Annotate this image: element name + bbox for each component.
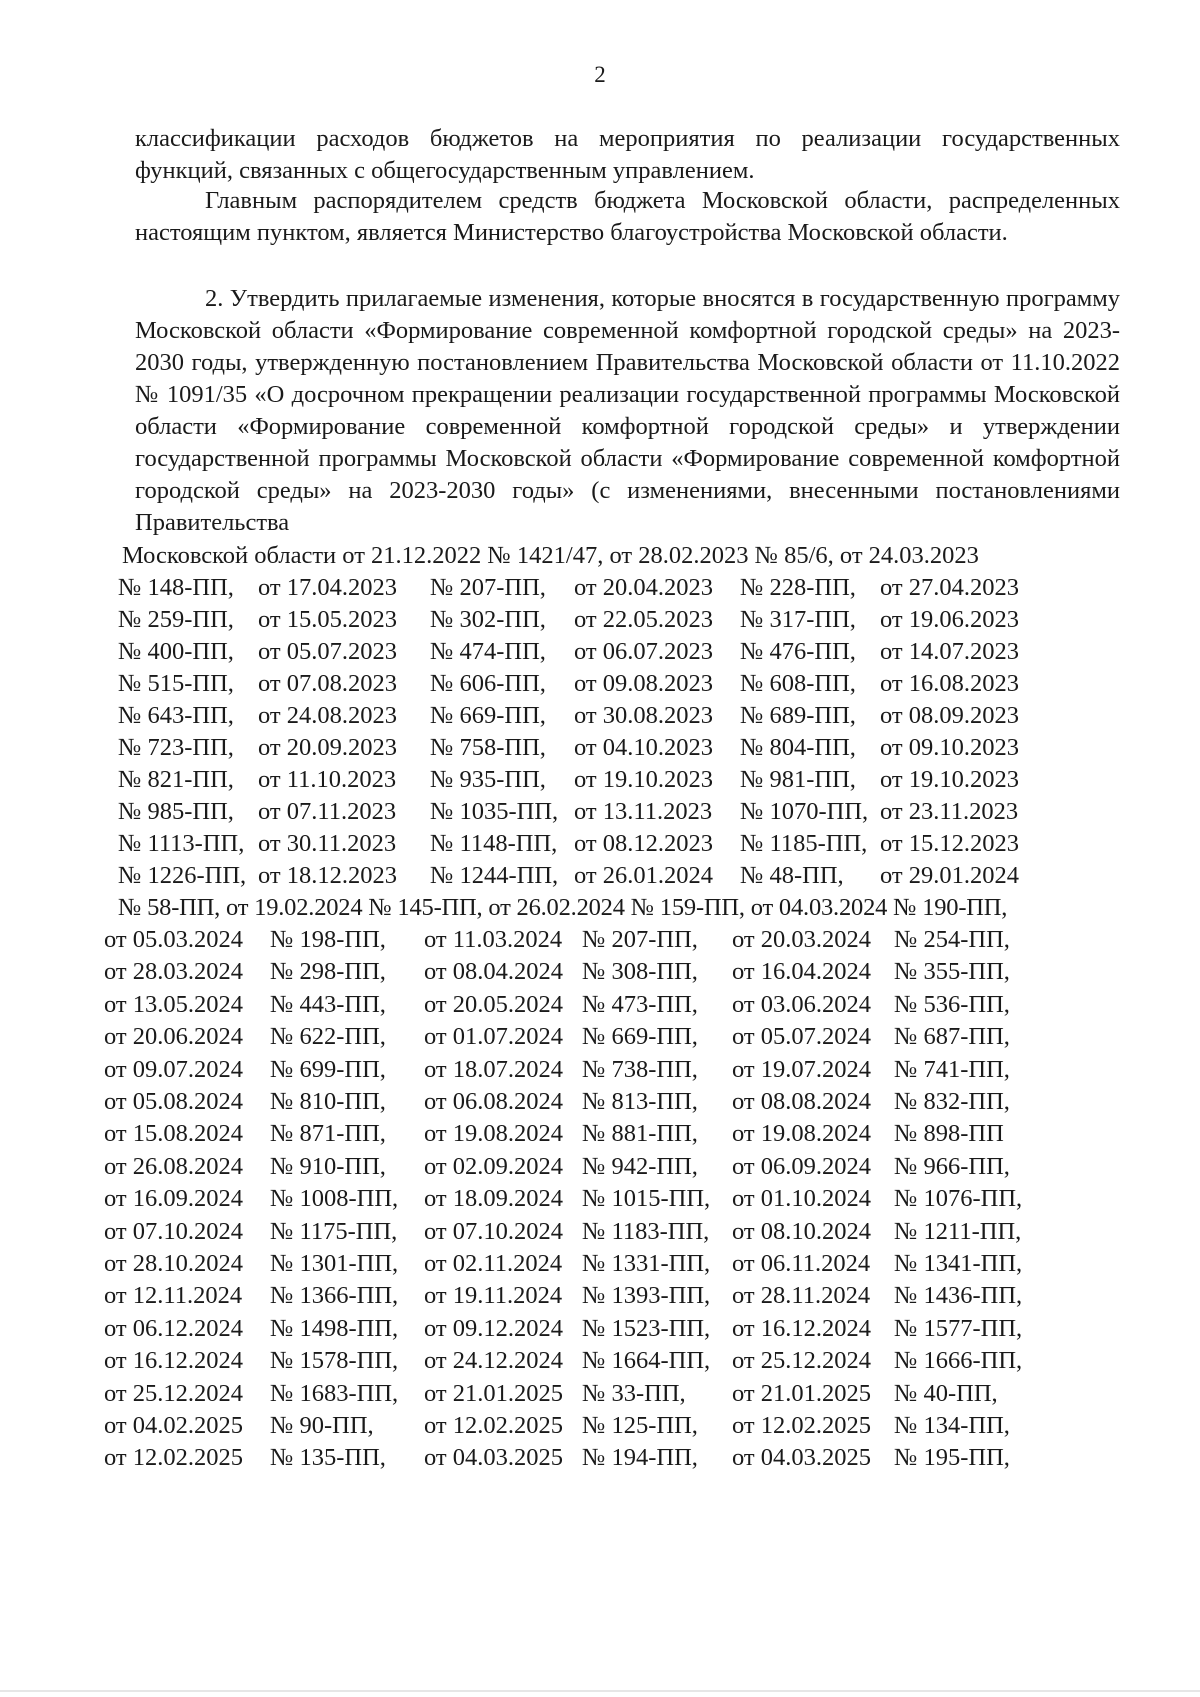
resolution-cell: № 643-ПП, (118, 702, 234, 729)
resolution-cell: № 476-ПП, (740, 638, 856, 665)
resolution-cell: от 19.10.2023 (574, 766, 714, 793)
resolution-cell: № 33-ПП, (582, 1379, 686, 1407)
resolution-cell: от 15.08.2024 (104, 1120, 244, 1148)
resolution-cell: от 20.06.2024 (104, 1023, 244, 1051)
resolution-cell: от 18.12.2023 (258, 862, 398, 889)
resolution-cell: № 1211-ПП, (894, 1217, 1022, 1245)
resolution-cell: № 608-ПП, (740, 670, 856, 697)
resolution-cell: от 19.11.2024 (424, 1282, 563, 1310)
paragraph-main-budget-holder-text: Главным распорядителем средств бюджета Московской области, распределенных настоящим пунктом, является Министерство благоустройства Московской области. (135, 187, 1120, 246)
resolution-cell: № 832-ПП, (894, 1088, 1010, 1115)
resolution-cell: № 699-ПП, (270, 1055, 386, 1083)
resolution-cell: от 05.07.2023 (258, 638, 398, 665)
resolution-cell: № 1683-ПП, (270, 1379, 399, 1407)
resolution-cell: от 09.07.2024 (104, 1055, 244, 1083)
resolution-row (104, 1054, 1104, 1086)
resolution-row (118, 764, 1118, 796)
resolution-cell: от 06.08.2024 (424, 1088, 564, 1115)
paragraph-approve-changes-text: 2. Утвердить прилагаемые изменения, которые вносятся в государственную программу Московской области «Формирование современной комфортной городской среды» на 2023-2030 годы, утвержденную постановлением Правительства Московской области от 11.10.2022 № 1091/35 «О досрочном прекращении реализации государственной программы Московской области «Формирование современной комфортной городской среды» и утверждении государственной программы Московской области «Формирование современной комфортной городской среды» на 2023-2030 годы» (с изменениями, внесенными постановлениями Правительства (135, 285, 1120, 536)
resolution-row (104, 1378, 1104, 1410)
resolution-cell: от 06.12.2024 (104, 1314, 244, 1342)
paragraph-main-budget-holder (135, 185, 1120, 249)
resolution-cell: № 207-ПП, (582, 926, 698, 953)
resolution-cell: от 19.07.2024 (732, 1055, 872, 1083)
resolution-row (118, 604, 1118, 636)
resolution-cell: № 804-ПП, (740, 734, 856, 761)
resolution-cell: № 1183-ПП, (582, 1217, 710, 1245)
resolution-row (104, 1313, 1104, 1345)
resolution-cell: № 1301-ПП, (270, 1250, 399, 1277)
resolution-cell: № 1076-ПП, (894, 1185, 1023, 1213)
resolution-cell: от 12.02.2025 (424, 1412, 564, 1439)
resolution-row (118, 700, 1118, 732)
resolution-row (118, 860, 1118, 892)
resolution-row (104, 1280, 1104, 1312)
resolution-cell: № 207-ПП, (430, 574, 546, 601)
resolution-cell: № 669-ПП, (430, 702, 546, 729)
resolution-cell: № 966-ПП, (894, 1152, 1010, 1180)
resolution-cell: от 16.12.2024 (732, 1314, 872, 1342)
resolution-cell: от 30.11.2023 (258, 830, 397, 857)
resolution-cell: № 1393-ПП, (582, 1282, 711, 1310)
resolution-cell: от 16.08.2023 (880, 670, 1020, 697)
resolution-cell: от 16.04.2024 (732, 958, 872, 986)
resolution-cell: № 1523-ПП, (582, 1314, 711, 1342)
resolution-cell: № 48-ПП, (740, 862, 844, 889)
resolution-cell: от 04.03.2025 (732, 1444, 872, 1472)
resolution-cell: от 08.08.2024 (732, 1088, 872, 1115)
resolution-cell: от 06.11.2024 (732, 1250, 871, 1277)
page-number: 2 (594, 62, 606, 87)
resolution-cell: № 228-ПП, (740, 574, 856, 601)
resolution-cell: от 02.11.2024 (424, 1250, 563, 1277)
resolution-cell: № 758-ПП, (430, 734, 546, 761)
resolution-cell: № 910-ПП, (270, 1152, 386, 1180)
resolution-cell: от 12.02.2025 (732, 1412, 872, 1439)
resolution-cell: от 03.06.2024 (732, 990, 872, 1018)
resolution-cell: № 723-ПП, (118, 734, 234, 761)
resolution-cell: № 1244-ПП, (430, 862, 559, 889)
resolution-cell: от 17.04.2023 (258, 574, 398, 601)
resolution-cell: от 08.09.2023 (880, 702, 1020, 729)
resolution-cell: № 606-ПП, (430, 670, 546, 697)
resolution-cell: № 738-ПП, (582, 1055, 698, 1083)
resolution-cell: от 13.05.2024 (104, 990, 244, 1018)
resolution-cell: от 19.10.2023 (880, 766, 1020, 793)
resolution-cell: № 135-ПП, (270, 1444, 386, 1472)
resolution-cell: от 07.10.2024 (424, 1217, 564, 1245)
resolution-cell: от 12.11.2024 (104, 1282, 243, 1310)
resolution-cell: от 25.12.2024 (104, 1379, 244, 1407)
resolution-cell: от 19.08.2024 (732, 1120, 872, 1148)
resolution-cell: от 26.08.2024 (104, 1152, 244, 1180)
resolution-cell: № 1113-ПП, (118, 830, 245, 857)
resolution-cell: № 985-ПП, (118, 798, 234, 825)
resolution-cell: от 13.11.2023 (574, 798, 713, 825)
resolution-cell: № 134-ПП, (894, 1412, 1010, 1439)
resolution-cell: от 28.11.2024 (732, 1282, 871, 1310)
resolution-cell: от 06.07.2023 (574, 638, 714, 665)
resolution-row (104, 1183, 1104, 1215)
resolution-cell: № 1577-ПП, (894, 1314, 1023, 1342)
resolution-cell: № 1015-ПП, (582, 1185, 711, 1213)
resolution-row (104, 924, 1104, 956)
resolution-row (104, 1021, 1104, 1053)
resolution-cell: № 1185-ПП, (740, 830, 868, 857)
resolution-cell: от 04.02.2025 (104, 1412, 244, 1439)
resolution-cell: от 15.05.2023 (258, 606, 398, 633)
resolution-cell: № 90-ПП, (270, 1412, 374, 1439)
resolution-row (104, 1216, 1104, 1248)
resolution-cell: от 20.04.2023 (574, 574, 714, 601)
resolution-cell: от 12.02.2025 (104, 1444, 244, 1472)
resolution-cell: от 28.10.2024 (104, 1250, 244, 1277)
paragraph-approve-changes (135, 283, 1120, 539)
resolution-cell: от 07.11.2023 (258, 798, 397, 825)
resolution-cell: от 07.08.2023 (258, 670, 398, 697)
resolution-cell: № 741-ПП, (894, 1055, 1010, 1083)
resolution-cell: № 259-ПП, (118, 606, 234, 633)
resolution-cell: № 1578-ПП, (270, 1347, 399, 1375)
resolution-cell: от 05.08.2024 (104, 1088, 244, 1115)
resolution-row (104, 1442, 1104, 1474)
resolution-cell: № 195-ПП, (894, 1444, 1010, 1472)
resolution-cell: № 1226-ПП, (118, 862, 247, 889)
resolution-cell: от 02.09.2024 (424, 1152, 564, 1180)
resolution-cell: № 1175-ПП, (270, 1217, 398, 1245)
resolution-cell: от 27.04.2023 (880, 574, 1020, 601)
paragraph-classification-continuation: классификации расходов бюджетов на мероприятия по реализации государственных функций, связанных с общегосударственным управлением. (135, 125, 1120, 184)
resolution-cell: от 08.12.2023 (574, 830, 714, 857)
resolution-cell: от 26.01.2024 (574, 862, 714, 889)
resolution-row (104, 1345, 1104, 1377)
resolution-cell: № 125-ПП, (582, 1412, 698, 1439)
resolution-cell: от 29.01.2024 (880, 862, 1020, 889)
resolution-cell: от 20.03.2024 (732, 926, 872, 953)
resolution-cell: № 515-ПП, (118, 670, 234, 697)
resolution-cell: № 473-ПП, (582, 990, 698, 1018)
resolution-cell: от 09.08.2023 (574, 670, 714, 697)
resolution-cell: № 1008-ПП, (270, 1185, 399, 1213)
resolution-cell: № 935-ПП, (430, 766, 546, 793)
resolution-cell: № 669-ПП, (582, 1023, 698, 1051)
resolution-row (104, 1118, 1104, 1150)
resolution-cell: от 22.05.2023 (574, 606, 714, 633)
resolution-cell: от 21.01.2025 (424, 1379, 564, 1407)
resolution-cell: от 09.12.2024 (424, 1314, 564, 1342)
resolution-cell: № 1148-ПП, (430, 830, 558, 857)
resolution-cell: от 18.07.2024 (424, 1055, 564, 1083)
resolution-cell: № 1666-ПП, (894, 1347, 1023, 1375)
resolution-cell: № 298-ПП, (270, 958, 386, 986)
resolution-cell: от 18.09.2024 (424, 1185, 564, 1213)
resolution-cell: от 04.10.2023 (574, 734, 714, 761)
resolution-cell: от 14.07.2023 (880, 638, 1020, 665)
resolution-cell: от 07.10.2024 (104, 1217, 244, 1245)
resolution-cell: № 317-ПП, (740, 606, 856, 633)
resolution-cell: от 16.12.2024 (104, 1347, 244, 1375)
resolution-cell: № 622-ПП, (270, 1023, 386, 1051)
resolution-cell: от 16.09.2024 (104, 1185, 244, 1213)
resolution-cell: № 1070-ПП, (740, 798, 869, 825)
resolution-cell: № 400-ПП, (118, 638, 234, 665)
resolution-row (104, 989, 1104, 1021)
resolution-cell: № 871-ПП, (270, 1120, 386, 1148)
resolution-cell: № 821-ПП, (118, 766, 234, 793)
resolution-cell: от 30.08.2023 (574, 702, 714, 729)
resolution-cell: № 981-ПП, (740, 766, 856, 793)
resolution-cell: № 536-ПП, (894, 990, 1010, 1018)
resolution-cell: № 1035-ПП, (430, 798, 559, 825)
resolution-cell: № 1341-ПП, (894, 1250, 1023, 1277)
resolution-cell: № 148-ПП, (118, 574, 234, 601)
resolution-cell: от 04.03.2025 (424, 1444, 564, 1472)
resolution-row (104, 1248, 1104, 1280)
resolution-cell: № 474-ПП, (430, 638, 546, 665)
resolution-cell: от 05.07.2024 (732, 1023, 872, 1051)
resolution-cell: № 1436-ПП, (894, 1282, 1023, 1310)
resolutions-middle-line: № 58-ПП, от 19.02.2024 № 145-ПП, от 26.02.2024 № 159-ПП, от 04.03.2024 № 190-ПП, (118, 894, 1008, 921)
resolution-cell: от 19.06.2023 (880, 606, 1020, 633)
resolution-cell: от 11.10.2023 (258, 766, 397, 793)
resolution-cell: № 198-ПП, (270, 926, 386, 953)
resolution-cell: от 08.04.2024 (424, 958, 564, 986)
resolution-cell: № 881-ПП, (582, 1120, 698, 1148)
resolution-cell: № 443-ПП, (270, 990, 386, 1018)
resolution-row (104, 956, 1104, 988)
resolution-row (118, 572, 1118, 604)
resolution-cell: от 20.05.2024 (424, 990, 564, 1018)
resolution-row (118, 828, 1118, 860)
resolution-cell: от 23.11.2023 (880, 798, 1019, 825)
resolution-cell: от 08.10.2024 (732, 1217, 872, 1245)
resolution-cell: № 40-ПП, (894, 1379, 998, 1407)
resolution-cell: от 06.09.2024 (732, 1152, 872, 1180)
resolution-cell: № 898-ПП (894, 1120, 1004, 1148)
resolution-cell: от 05.03.2024 (104, 926, 244, 953)
resolution-cell: от 11.03.2024 (424, 926, 563, 953)
resolution-row (118, 636, 1118, 668)
resolution-cell: № 1366-ПП, (270, 1282, 399, 1310)
resolution-cell: № 942-ПП, (582, 1152, 698, 1180)
resolution-cell: № 355-ПП, (894, 958, 1010, 986)
resolution-cell: № 308-ПП, (582, 958, 698, 986)
resolution-cell: от 21.01.2025 (732, 1379, 872, 1407)
resolution-cell: от 01.07.2024 (424, 1023, 564, 1051)
resolution-cell: от 19.08.2024 (424, 1120, 564, 1148)
resolution-cell: № 813-ПП, (582, 1088, 698, 1115)
resolution-cell: № 810-ПП, (270, 1088, 386, 1115)
resolution-cell: № 194-ПП, (582, 1444, 698, 1472)
resolution-row (104, 1086, 1104, 1118)
scan-edge (0, 1690, 1200, 1692)
resolution-cell: от 25.12.2024 (732, 1347, 872, 1375)
resolution-row (118, 796, 1118, 828)
resolution-cell: от 24.12.2024 (424, 1347, 564, 1375)
resolution-row (104, 1410, 1104, 1442)
resolution-cell: от 01.10.2024 (732, 1185, 872, 1213)
resolution-cell: от 20.09.2023 (258, 734, 398, 761)
resolution-cell: № 302-ПП, (430, 606, 546, 633)
resolution-cell: № 254-ПП, (894, 926, 1010, 953)
resolution-row (104, 1151, 1104, 1183)
resolution-cell: № 689-ПП, (740, 702, 856, 729)
resolution-cell: № 1498-ПП, (270, 1314, 399, 1342)
resolution-row (118, 668, 1118, 700)
resolution-cell: № 687-ПП, (894, 1023, 1010, 1051)
resolutions-first-line: Московской области от 21.12.2022 № 1421/47, от 28.02.2023 № 85/6, от 24.03.2023 (122, 542, 979, 569)
resolution-cell: от 24.08.2023 (258, 702, 398, 729)
resolution-cell: № 1331-ПП, (582, 1250, 711, 1277)
resolution-cell: от 28.03.2024 (104, 958, 244, 986)
resolution-cell: от 15.12.2023 (880, 830, 1020, 857)
resolution-cell: от 09.10.2023 (880, 734, 1020, 761)
resolution-cell: № 1664-ПП, (582, 1347, 711, 1375)
resolution-row (118, 732, 1118, 764)
